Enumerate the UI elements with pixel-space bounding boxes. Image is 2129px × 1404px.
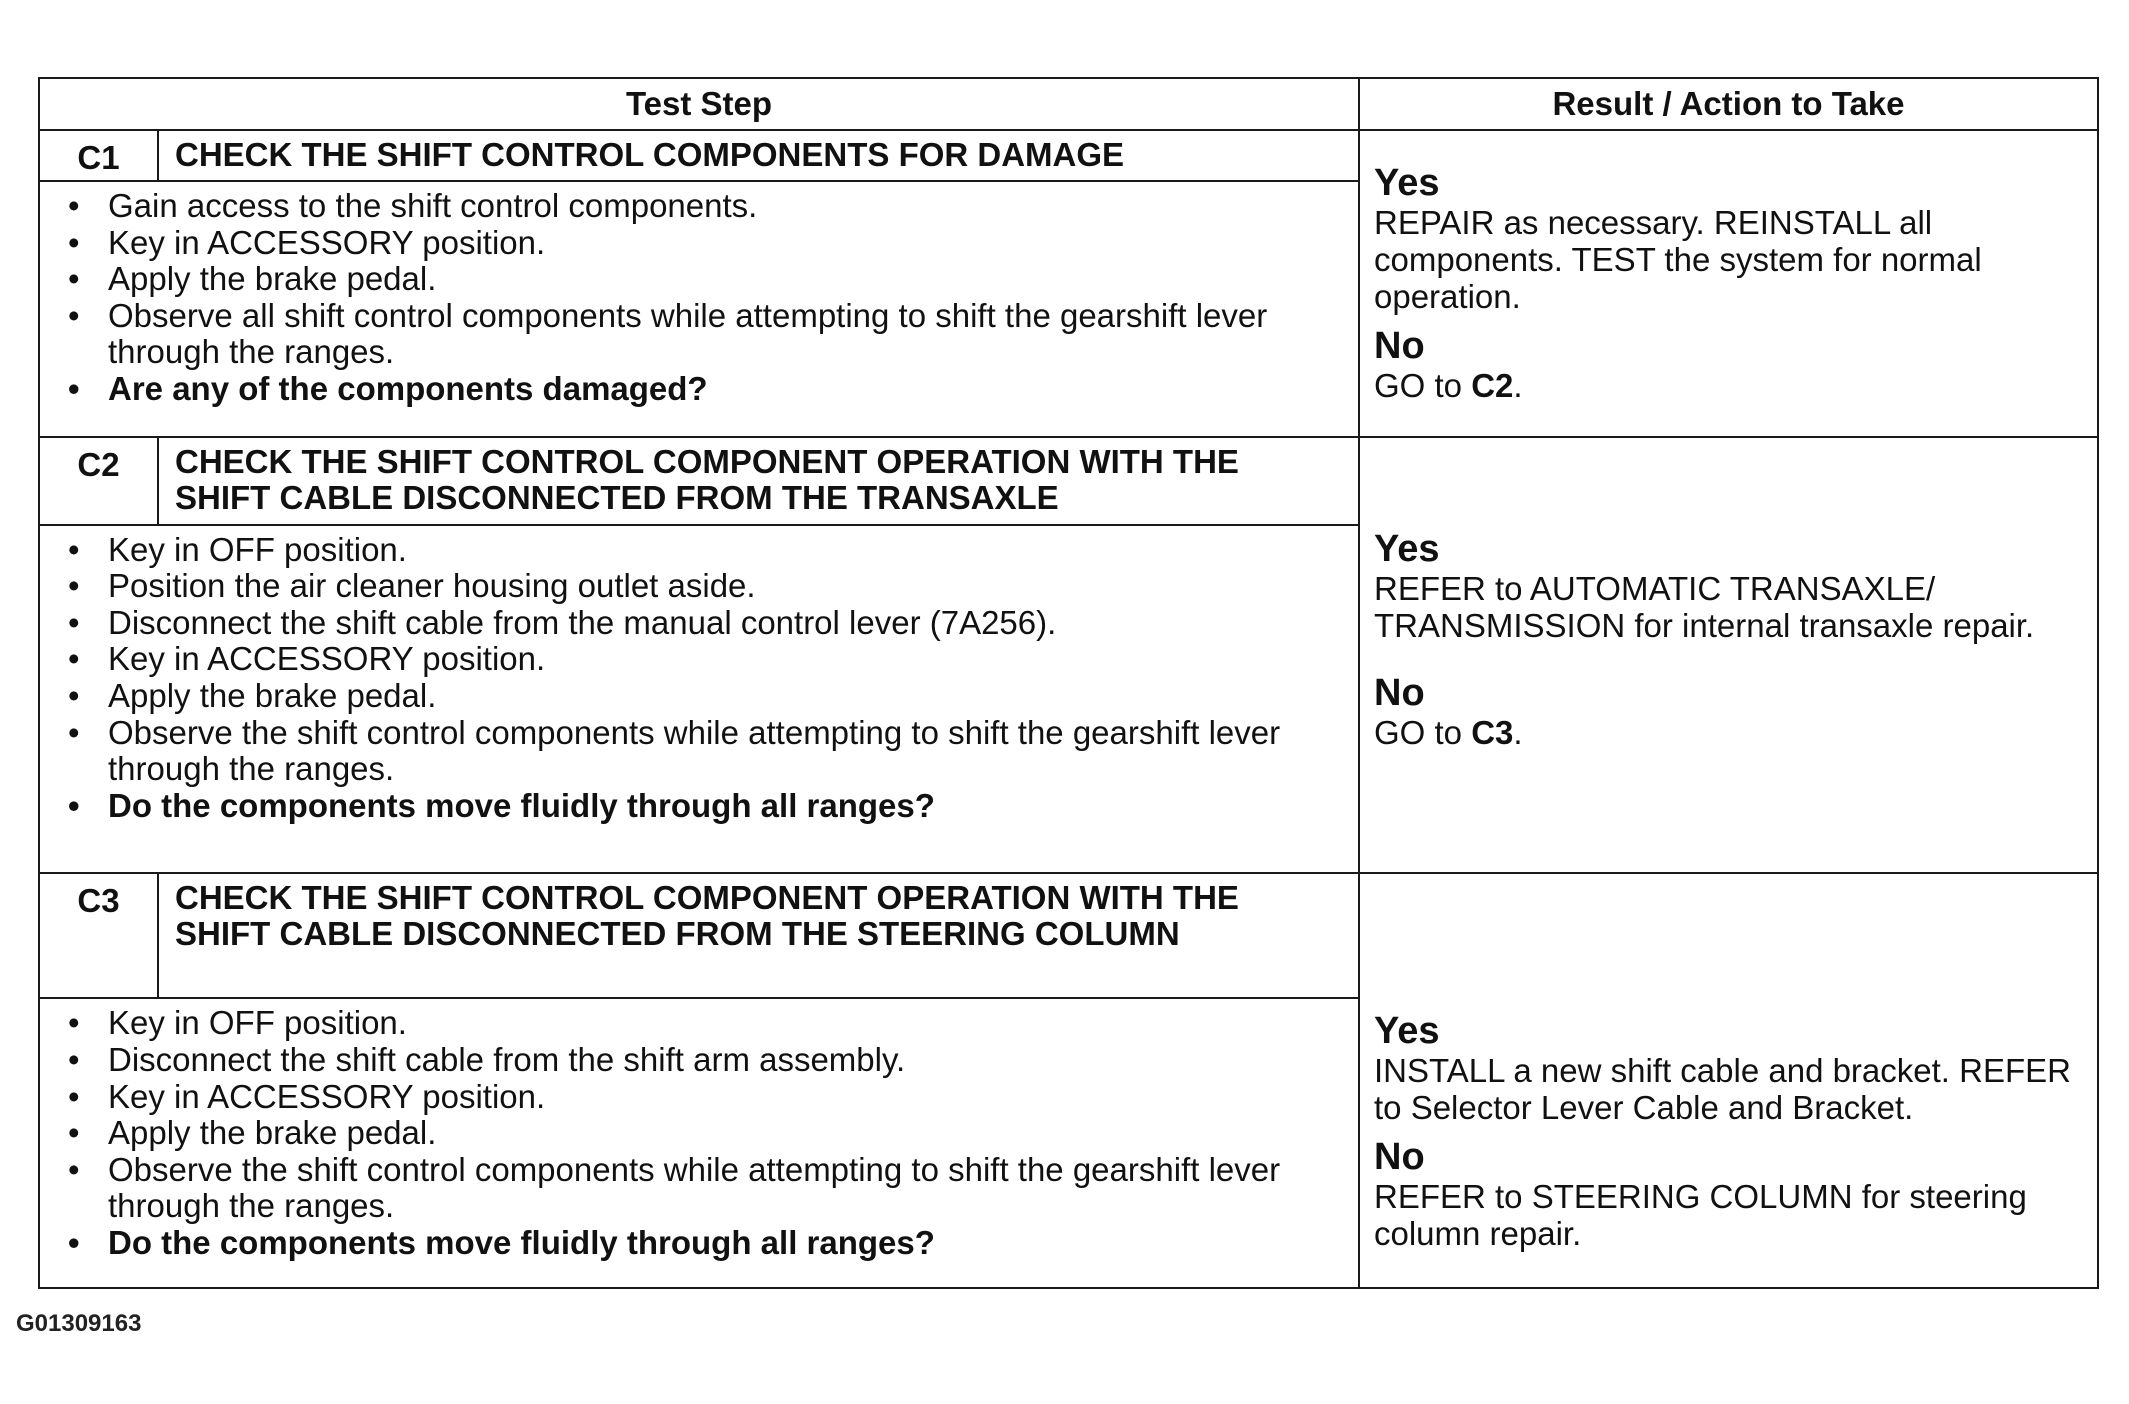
list-item: • Position the air cleaner housing outlet aside. — [68, 567, 756, 605]
figure-id: G01309163 — [16, 1310, 142, 1337]
yes-label: Yes — [1374, 1009, 1440, 1052]
list-item: • Apply the brake pedal. — [68, 677, 437, 715]
instruction-list — [54, 532, 1342, 825]
step-title-row — [39, 437, 2098, 525]
check-question: • Do the components move fluidly through all ranges? — [68, 786, 935, 824]
no-action-suffix: . — [1513, 367, 1523, 405]
list-item: • Observe all shift control components while attempting to shift the gearshift lever through the ranges. — [68, 296, 1268, 371]
step-title: CHECK THE SHIFT CONTROL COMPONENT OPERATION WITH THE SHIFT CABLE DISCONNECTED FROM THE TRANSAXLE — [158, 437, 1359, 525]
list-item: • Key in OFF position. — [68, 530, 407, 568]
list-item: • Apply the brake pedal. — [68, 260, 437, 298]
step-title-row — [39, 130, 2098, 181]
no-action — [1374, 367, 2083, 404]
yes-label: Yes — [1374, 162, 1440, 205]
list-item: • Key in ACCESSORY position. — [68, 1077, 546, 1115]
step-reference-link[interactable]: C2 — [1471, 367, 1514, 405]
list-item: • Key in OFF position. — [68, 1004, 407, 1042]
test-step-header: Test Step — [39, 78, 1359, 130]
step-title: CHECK THE SHIFT CONTROL COMPONENTS FOR DAMAGE — [158, 130, 1359, 181]
list-item: • Observe the shift control components while attempting to shift the gearshift lever through the ranges. — [68, 1150, 1281, 1225]
step-id: C3 — [39, 873, 158, 998]
result-cell — [1359, 437, 2098, 874]
no-action-prefix: GO to — [1374, 367, 1472, 405]
no-label: No — [1374, 672, 1425, 715]
no-action-prefix: GO to — [1374, 714, 1472, 752]
list-item: • Observe the shift control components while attempting to shift the gearshift lever through the ranges. — [68, 713, 1281, 788]
no-action: REFER to STEERING COLUMN for steering column repair. — [1374, 1177, 2027, 1252]
no-label: No — [1374, 325, 1425, 368]
step-id: C1 — [39, 130, 158, 181]
check-question: • Do the components move fluidly through all ranges? — [68, 1224, 935, 1262]
step-title-row — [39, 873, 2098, 998]
no-action — [1374, 714, 2083, 751]
step-reference-link[interactable]: C3 — [1471, 714, 1514, 752]
list-item: • Gain access to the shift control components. — [68, 187, 758, 225]
list-item: • Disconnect the shift cable from the manual control lever (7A256). — [68, 603, 1057, 641]
no-label: No — [1374, 1135, 1425, 1178]
table-header-row — [39, 78, 2098, 130]
check-question: • Are any of the components damaged? — [68, 370, 708, 408]
yes-action: REFER to AUTOMATIC TRANSAXLE/ TRANSMISSION for internal transaxle repair. — [1374, 570, 2035, 645]
diagnostic-table — [38, 77, 2099, 1289]
yes-label: Yes — [1374, 528, 1440, 571]
result-action-header: Result / Action to Take — [1359, 78, 2098, 130]
list-item: • Key in ACCESSORY position. — [68, 223, 546, 261]
step-instructions — [39, 181, 1359, 436]
no-action-suffix: . — [1513, 714, 1523, 752]
step-instructions — [39, 998, 1359, 1288]
yes-action: INSTALL a new shift cable and bracket. REFER to Selector Lever Cable and Bracket. — [1374, 1051, 2071, 1126]
step-title: CHECK THE SHIFT CONTROL COMPONENT OPERATION WITH THE SHIFT CABLE DISCONNECTED FROM THE STEERING COLUMN — [158, 873, 1359, 998]
list-item: • Apply the brake pedal. — [68, 1114, 437, 1152]
instruction-list — [54, 1005, 1342, 1261]
instruction-list — [54, 188, 1342, 408]
step-id: C2 — [39, 437, 158, 525]
yes-action: REPAIR as necessary. REINSTALL all components. TEST the system for normal operation. — [1374, 204, 1982, 316]
result-cell — [1359, 873, 2098, 1288]
result-cell — [1359, 130, 2098, 437]
step-instructions — [39, 525, 1359, 874]
list-item: • Key in ACCESSORY position. — [68, 640, 546, 678]
list-item: • Disconnect the shift cable from the shift arm assembly. — [68, 1041, 906, 1079]
